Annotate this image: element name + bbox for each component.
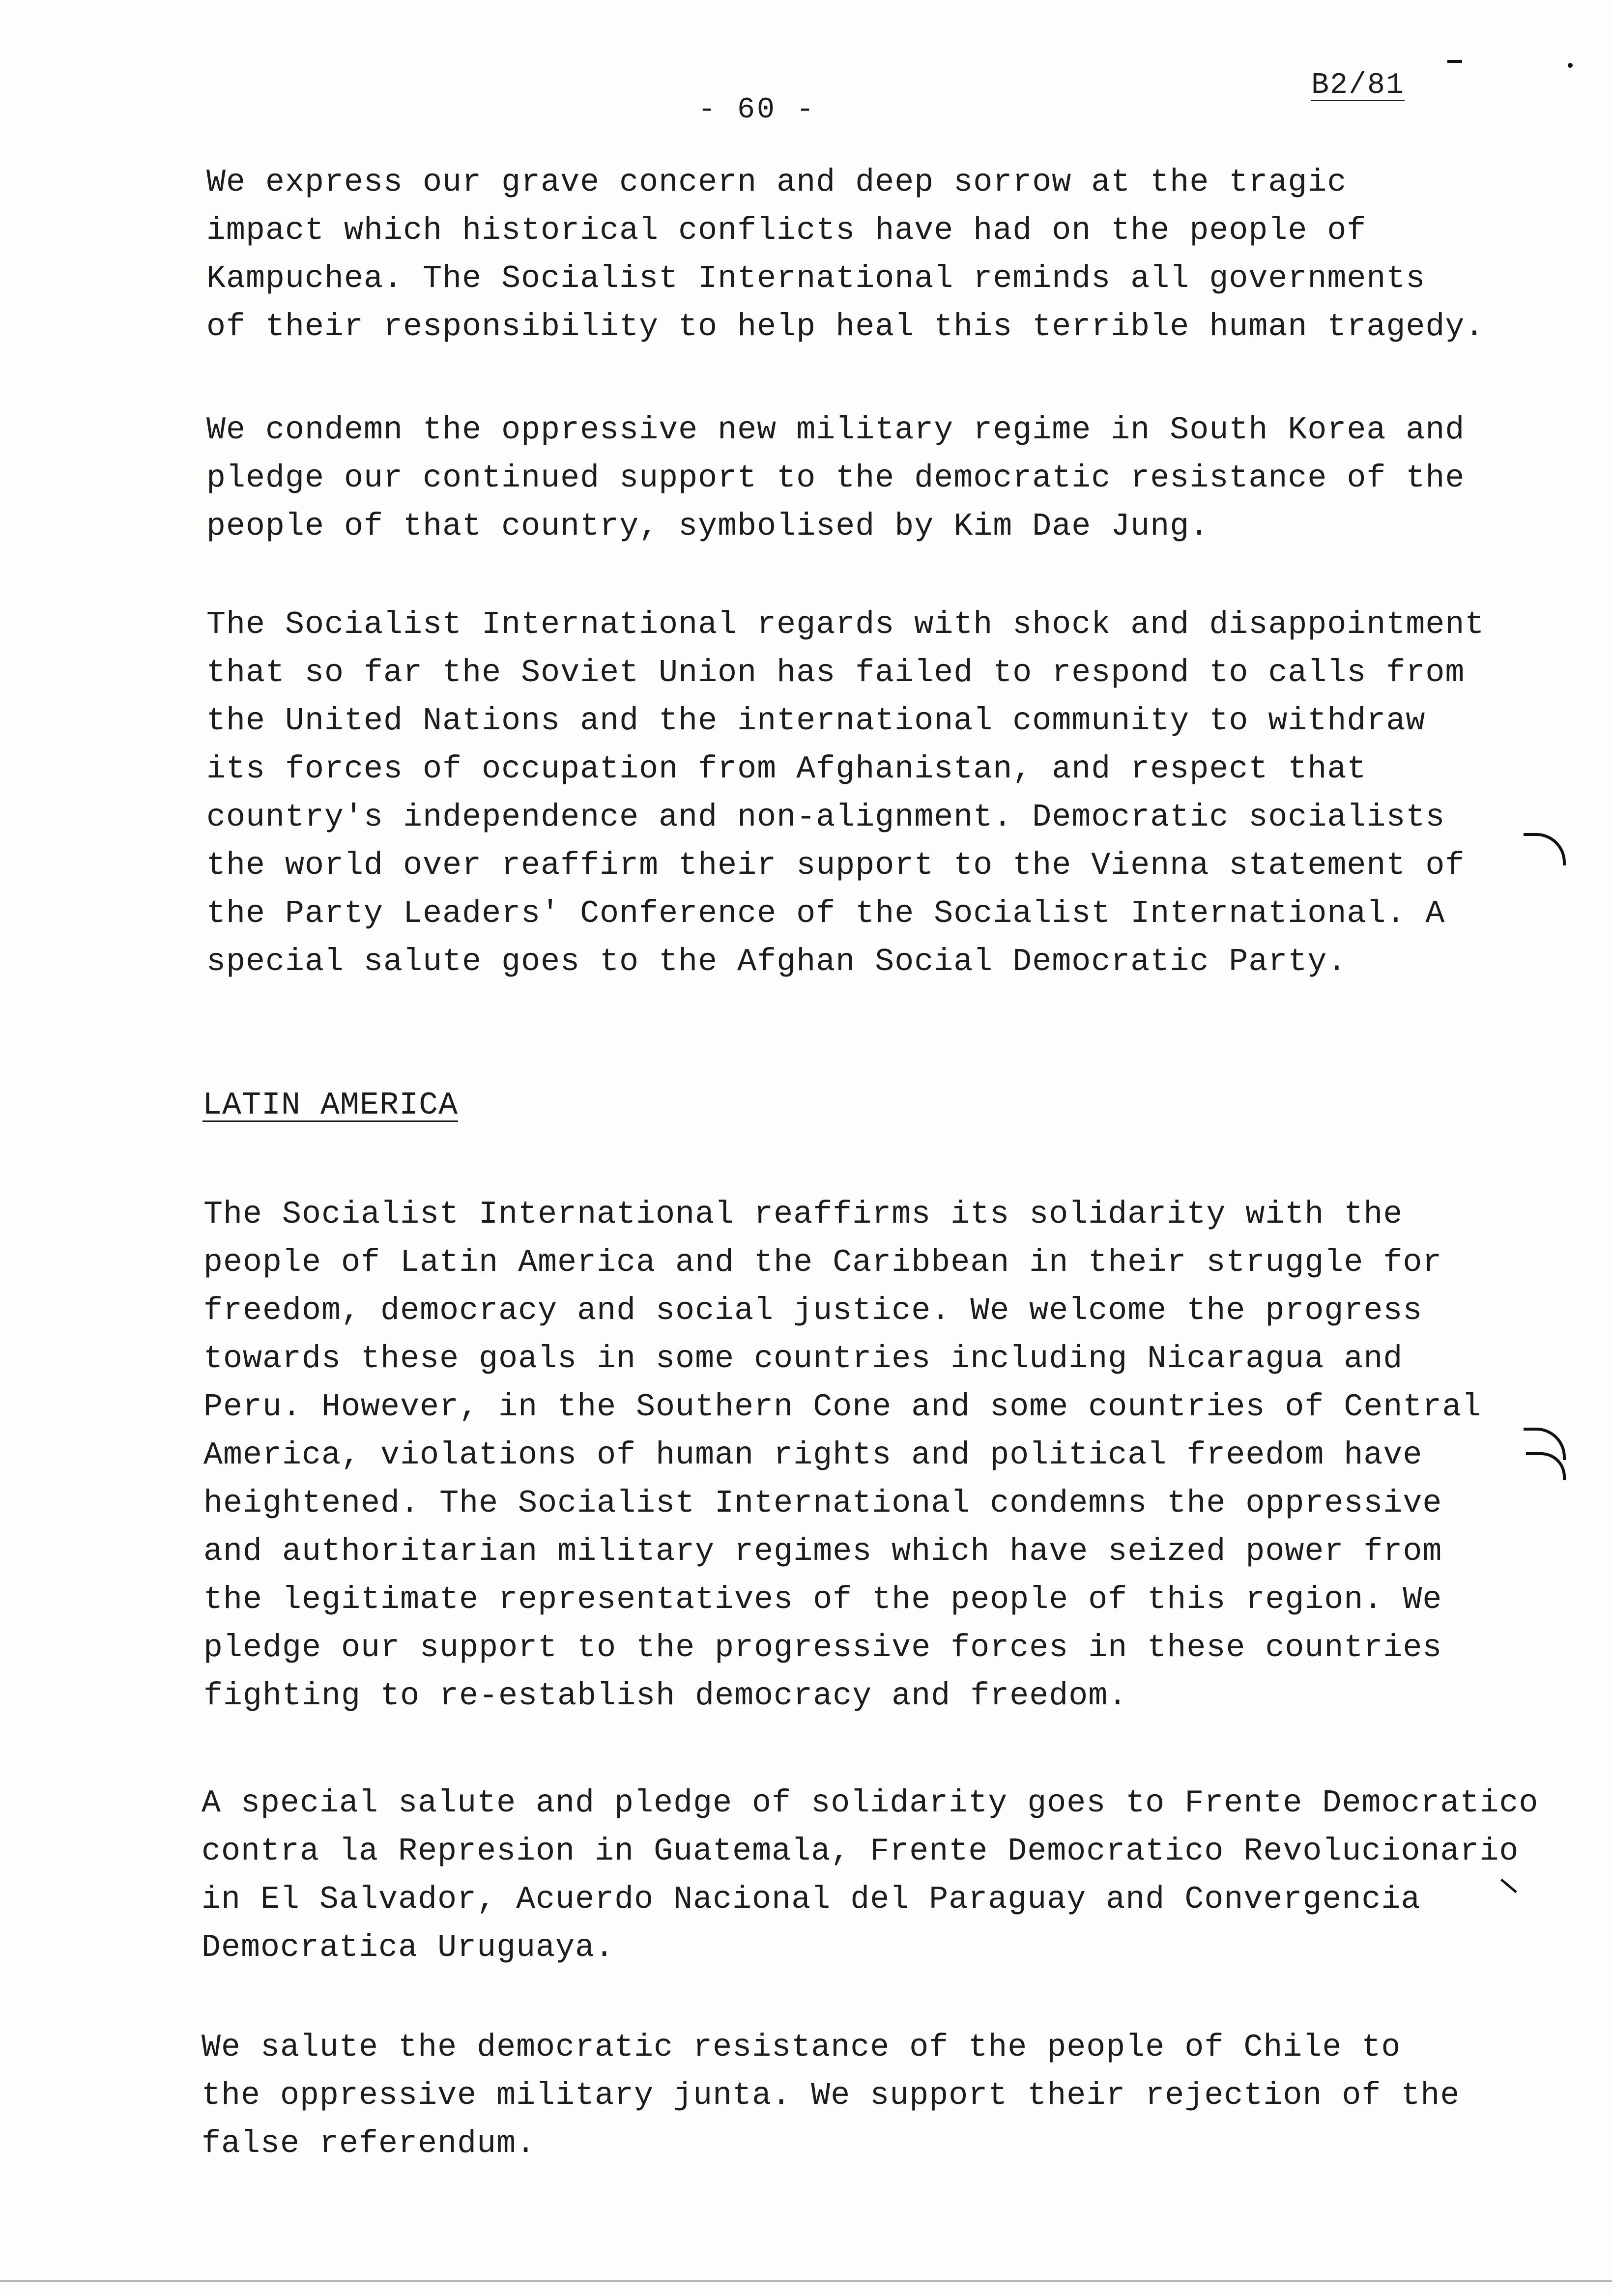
corner-mark <box>1447 60 1462 63</box>
text-line: and authoritarian military regimes which have seized power from <box>203 1533 1442 1570</box>
text-line: The Socialist International regards with shock and disappointment <box>206 606 1485 643</box>
corner-dot <box>1568 63 1573 68</box>
text-line: fighting to re-establish democracy and freedom. <box>203 1678 1128 1714</box>
paragraph-salute <box>202 1779 1539 1972</box>
page-number: - 60 - <box>698 93 816 127</box>
text-line: Peru. However, in the Southern Cone and some countries of Central <box>203 1389 1482 1425</box>
text-line: false referendum. <box>202 2125 536 2162</box>
paragraph-afghanistan <box>206 601 1533 986</box>
text-line: A special salute and pledge of solidarity goes to Frente Democratico <box>202 1785 1539 1821</box>
text-line: people of that country, symbolised by Kim Dae Jung. <box>206 508 1209 545</box>
text-line: We express our grave concern and deep sorrow at the tragic <box>206 164 1347 201</box>
text-line: We salute the democratic resistance of the people of Chile to <box>202 2029 1401 2066</box>
margin-mark <box>1524 833 1566 865</box>
text-line: pledge our continued support to the democratic resistance of the <box>206 460 1465 496</box>
text-line: the Party Leaders' Conference of the Socialist International. A <box>206 895 1445 932</box>
text-line: country's independence and non-alignment. Democratic socialists <box>206 799 1445 835</box>
document-reference: B2/81 <box>1311 69 1405 102</box>
page-bottom-edge <box>0 2280 1612 2282</box>
text-line: Democratica Uruguaya. <box>202 1929 615 1966</box>
paragraph-latin-america <box>203 1190 1530 1720</box>
text-line: We condemn the oppressive new military regime in South Korea and <box>206 412 1465 448</box>
text-line: pledge our support to the progressive forces in these countries <box>203 1630 1442 1666</box>
text-line: The Socialist International reaffirms its solidarity with the <box>203 1196 1403 1233</box>
paragraph-chile <box>202 2023 1528 2168</box>
paragraph-kampuchea <box>206 158 1533 351</box>
text-line: people of Latin America and the Caribbean in their struggle for <box>203 1244 1442 1281</box>
text-line: its forces of occupation from Afghanistan, and respect that <box>206 751 1367 787</box>
text-line: that so far the Soviet Union has failed to respond to calls from <box>206 655 1465 691</box>
text-line: Kampuchea. The Socialist International reminds all governments <box>206 260 1426 297</box>
text-line: the world over reaffirm their support to the Vienna statement of <box>206 847 1465 884</box>
text-line: freedom, democracy and social justice. We welcome the progress <box>203 1292 1423 1329</box>
text-line: the United Nations and the international community to withdraw <box>206 703 1426 739</box>
paragraph-korea <box>206 406 1533 550</box>
section-heading: LATIN AMERICA <box>202 1087 459 1123</box>
text-line: the oppressive military junta. We support their rejection of the <box>202 2077 1460 2114</box>
text-line: special salute goes to the Afghan Social Democratic Party. <box>206 944 1347 980</box>
text-line: of their responsibility to help heal this terrible human tragedy. <box>206 309 1485 345</box>
text-line: in El Salvador, Acuerdo Nacional del Paraguay and Convergencia <box>202 1881 1421 1918</box>
text-line: America, violations of human rights and political freedom have <box>203 1437 1423 1473</box>
text-line: the legitimate representatives of the people of this region. We <box>203 1581 1442 1618</box>
text-line: impact which historical conflicts have had on the people of <box>206 212 1367 249</box>
text-line: towards these goals in some countries including Nicaragua and <box>203 1341 1403 1377</box>
text-line: heightened. The Socialist International condemns the oppressive <box>203 1485 1442 1521</box>
text-line: contra la Represion in Guatemala, Frente Democratico Revolucionario <box>202 1833 1519 1869</box>
